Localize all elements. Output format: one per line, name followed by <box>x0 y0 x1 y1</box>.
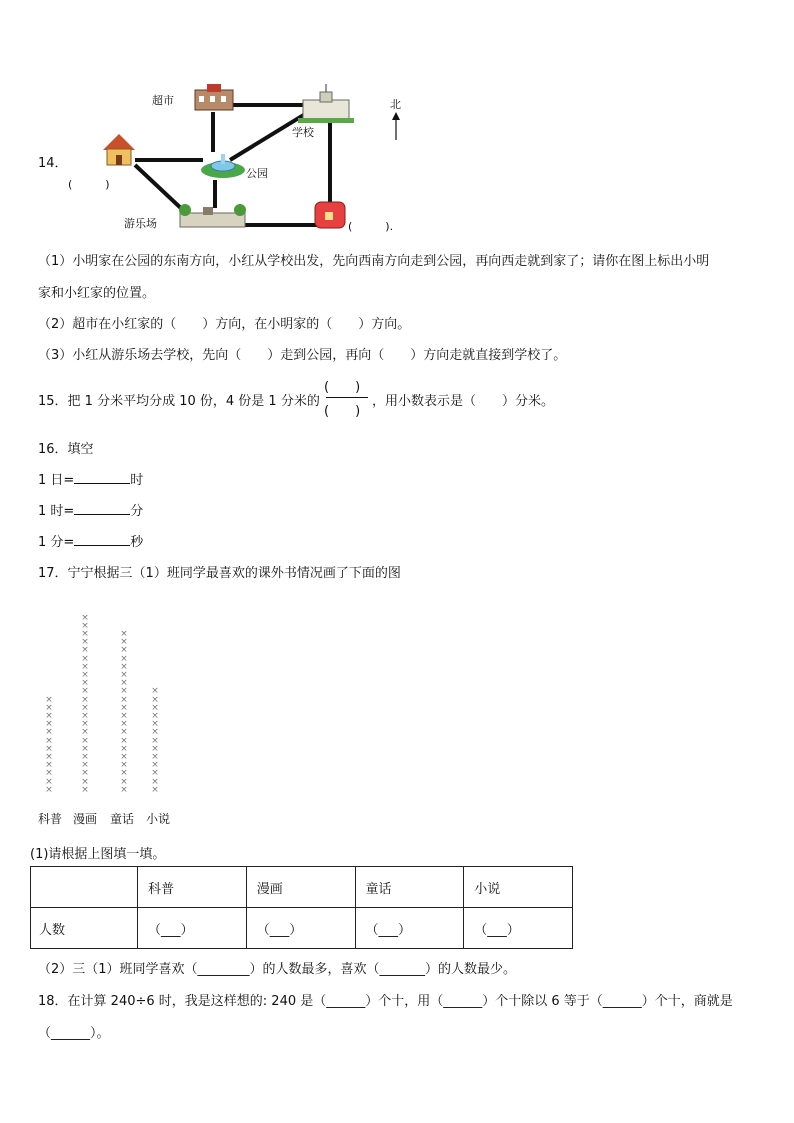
cross-mark: × <box>81 686 89 697</box>
q14-part3: （3）小红从游乐场去学校，先向（ ）走到公园，再向（ ）方向走就直接到学校了。 <box>38 348 567 363</box>
house-left-blank: ( ) <box>68 178 110 191</box>
answer-blank[interactable] <box>74 471 130 484</box>
q16-title: 16．填空 <box>38 442 94 457</box>
table-row <box>31 908 573 949</box>
q14-part2: （2）超市在小红家的（ ）方向，在小明家的（ ）方向。 <box>38 317 411 332</box>
cross-mark: × <box>151 735 159 746</box>
cross-mark: × <box>151 743 159 754</box>
cross-mark: × <box>120 694 128 705</box>
cross-mark: × <box>151 752 159 763</box>
cross-mark: × <box>81 760 89 771</box>
table-answer-cell[interactable]: （___） <box>464 908 573 949</box>
q14-part1-line2: 家和小红家的位置。 <box>38 286 156 301</box>
map-label-north: 北 <box>390 98 401 111</box>
cross-mark: × <box>151 760 159 771</box>
fountain-icon <box>201 154 245 178</box>
cross-mark: × <box>81 678 89 689</box>
cross-mark: × <box>81 612 89 623</box>
cross-mark: × <box>81 743 89 754</box>
fraction-blank <box>324 376 370 420</box>
cross-mark: × <box>81 711 89 722</box>
cross-mark: × <box>81 645 89 656</box>
category-label: 漫画 <box>73 812 98 826</box>
house-right-blank: ( ). <box>348 220 394 233</box>
table-header-cell: 科普 <box>138 867 247 908</box>
supermarket-icon <box>195 84 233 110</box>
table-header-cell <box>31 867 138 908</box>
cross-mark: × <box>120 768 128 779</box>
cross-mark: × <box>151 768 159 779</box>
answer-blank[interactable] <box>74 533 130 546</box>
table-row <box>31 867 573 908</box>
cross-mark: × <box>120 784 128 795</box>
table-answer-cell[interactable]: （___） <box>246 908 355 949</box>
cross-mark: × <box>45 711 53 721</box>
cross-mark: × <box>120 760 128 771</box>
q16-row-label: 1 分= <box>38 535 75 550</box>
cross-mark: × <box>120 629 128 639</box>
cross-mark: × <box>81 620 89 631</box>
cross-mark: × <box>81 670 89 681</box>
cross-mark: × <box>120 752 128 763</box>
pictograph-column <box>150 687 160 794</box>
cross-mark: × <box>45 743 53 754</box>
cross-mark: × <box>81 735 89 746</box>
q16-row-label: 1 时= <box>38 504 75 519</box>
fraction-denominator: ( ) <box>324 404 361 419</box>
cross-mark: × <box>45 760 53 771</box>
table-header-cell: 小说 <box>464 867 573 908</box>
category-label: 童话 <box>110 812 135 826</box>
cross-mark: × <box>45 776 53 787</box>
q17-sub2: （2）三（1）班同学喜欢（________）的人数最多，喜欢（_______）的人数最少。 <box>38 962 517 977</box>
table-header-cell: 漫画 <box>246 867 355 908</box>
cross-mark: × <box>151 711 159 721</box>
pictograph-column <box>119 630 129 794</box>
cross-mark: × <box>151 702 159 713</box>
q16-row-hour <box>38 500 143 519</box>
category-label: 小说 <box>146 812 171 826</box>
table-row-label: 人数 <box>31 908 138 949</box>
cross-mark: × <box>81 776 89 787</box>
table-header-cell: 童话 <box>355 867 464 908</box>
cross-mark: × <box>45 768 53 779</box>
cross-mark: × <box>45 784 53 795</box>
table-answer-cell[interactable]: （___） <box>138 908 247 949</box>
cross-mark: × <box>151 776 159 787</box>
q16-row-unit: 时 <box>130 473 144 488</box>
cross-mark: × <box>151 686 159 697</box>
house-icon <box>315 202 345 228</box>
cross-mark: × <box>120 735 128 746</box>
cross-mark: × <box>81 661 89 672</box>
cross-mark: × <box>81 727 89 738</box>
cross-mark: × <box>151 719 159 730</box>
cross-mark: × <box>81 653 89 664</box>
cross-mark: × <box>45 694 53 705</box>
q14-part1-line1: （1）小明家在公园的东南方向，小红从学校出发，先向西南方向走到公园，再向西走就到家了；请你在图上标出小明 <box>38 254 710 269</box>
cross-mark: × <box>45 702 53 713</box>
cross-mark: × <box>120 637 128 648</box>
table-answer-cell[interactable]: （___） <box>355 908 464 949</box>
map-label-school: 学校 <box>292 126 314 139</box>
map-label-supermarket: 超市 <box>152 94 174 107</box>
cross-mark: × <box>81 784 89 795</box>
cross-mark: × <box>120 670 128 681</box>
cross-mark: × <box>120 653 128 664</box>
amusement-park-icon <box>179 204 246 227</box>
q16-row-label: 1 日= <box>38 473 75 488</box>
cross-mark: × <box>45 727 53 738</box>
cross-mark: × <box>151 784 159 795</box>
q17-sub1: (1)请根据上图填一填。 <box>30 847 166 862</box>
category-label: 科普 <box>38 812 63 826</box>
cross-mark: × <box>120 727 128 738</box>
cross-mark: × <box>81 752 89 763</box>
cross-mark: × <box>151 727 159 738</box>
cross-mark: × <box>81 768 89 779</box>
answer-blank[interactable] <box>74 502 130 515</box>
house-icon <box>103 134 135 165</box>
q18-line2: （______）。 <box>38 1026 110 1041</box>
pictograph-column <box>44 696 54 794</box>
answer-table <box>30 866 573 949</box>
cross-mark: × <box>120 702 128 713</box>
cross-mark: × <box>81 694 89 705</box>
cross-mark: × <box>151 694 159 705</box>
cross-mark: × <box>120 686 128 697</box>
cross-mark: × <box>120 776 128 787</box>
cross-mark: × <box>81 702 89 713</box>
map-label-amusement-park: 游乐场 <box>124 217 157 230</box>
fraction-bar <box>326 397 368 398</box>
cross-mark: × <box>81 719 89 730</box>
cross-mark: × <box>120 719 128 730</box>
map-label-park: 公园 <box>246 167 268 180</box>
q15-text-before: 15．把 1 分米平均分成 10 份，4 份是 1 分米的 <box>38 394 320 409</box>
cross-mark: × <box>120 678 128 689</box>
north-arrow-icon <box>392 112 400 140</box>
cross-mark: × <box>45 735 53 746</box>
school-icon <box>298 84 354 123</box>
pictograph-column <box>80 614 90 794</box>
cross-mark: × <box>81 629 89 639</box>
q16-row-unit: 秒 <box>130 535 144 550</box>
cross-mark: × <box>120 711 128 722</box>
q15-text-after: ，用小数表示是（ ）分米。 <box>372 394 555 409</box>
q16-row-minute <box>38 531 143 550</box>
cross-mark: × <box>120 661 128 672</box>
cross-mark: × <box>45 752 53 763</box>
cross-mark: × <box>45 719 53 730</box>
q17-title: 17．宁宁根据三（1）班同学最喜欢的课外书情况画了下面的图 <box>38 566 401 581</box>
q16-row-day <box>38 469 143 488</box>
fraction-numerator: ( ) <box>324 380 361 395</box>
cross-mark: × <box>120 743 128 754</box>
question-14-number: 14． <box>38 156 68 171</box>
direction-map <box>95 80 425 235</box>
q18-line1: 18．在计算 240÷6 时，我是这样想的: 240 是（______）个十，用（______）个十除以 6 等于（______）个十，商就是 <box>38 994 733 1009</box>
cross-mark: × <box>120 645 128 656</box>
q16-row-unit: 分 <box>130 504 144 519</box>
cross-mark: × <box>81 637 89 648</box>
